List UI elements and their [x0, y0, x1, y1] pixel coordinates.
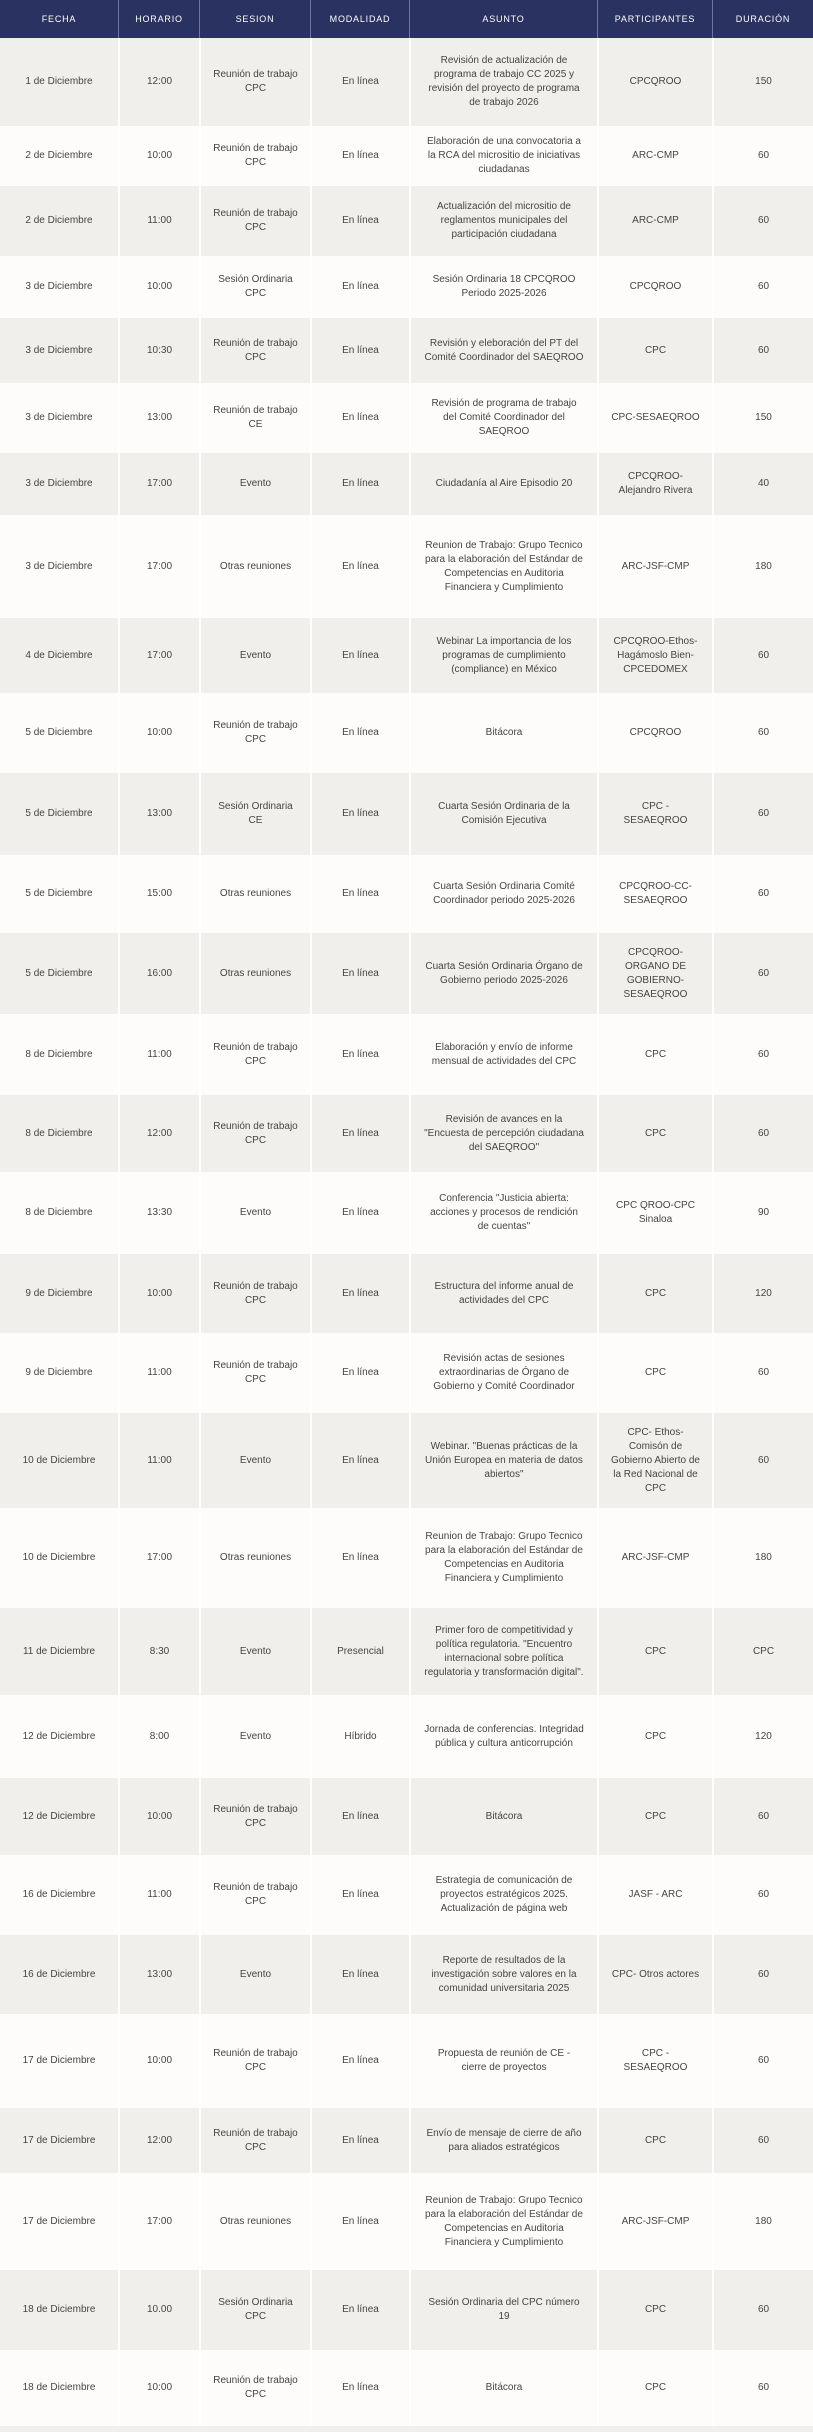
cell-fecha: 3 de Diciembre	[0, 515, 118, 618]
cell-duracion: 60	[712, 1095, 813, 1172]
cell-modalidad: En línea	[310, 855, 409, 933]
cell-sesion: Reunión de trabajo CPC	[199, 1333, 310, 1413]
cell-duracion: 60	[712, 2350, 813, 2426]
cell-sesion: Reunión de trabajo CPC	[199, 1095, 310, 1172]
cell-asunto: Sesión Ordinaria del CPC número 19	[409, 2270, 597, 2350]
cell-horario: 11:00	[118, 1014, 199, 1095]
table-row	[0, 2350, 813, 2426]
column-header-modalidad: MODALIDAD	[310, 0, 409, 38]
cell-modalidad: En línea	[310, 453, 409, 515]
cell-horario: 8:30	[118, 1608, 199, 1695]
cell-asunto: Ciudadanía al Aire Episodio 20	[409, 453, 597, 515]
table-row	[0, 1855, 813, 1935]
cell-asunto: Bitácora	[409, 1778, 597, 1855]
cell-modalidad: En línea	[310, 618, 409, 693]
cell-modalidad: En línea	[310, 126, 409, 186]
cell-asunto: Propuesta de reunión de CE - cierre de proyectos	[409, 2014, 597, 2108]
cell-modalidad: Híbrido	[310, 1695, 409, 1778]
cell-fecha: 3 de Diciembre	[0, 256, 118, 318]
table-row	[0, 383, 813, 453]
cell-fecha: 12 de Diciembre	[0, 1695, 118, 1778]
cell-horario: 17:00	[118, 618, 199, 693]
cell-sesion: Evento	[199, 1935, 310, 2014]
cell-participantes: CPC	[597, 1778, 712, 1855]
cell-modalidad: Presencial	[310, 1608, 409, 1695]
cell-participantes: CPC	[597, 1695, 712, 1778]
table-body	[0, 38, 813, 2426]
cell-sesion: Reunión de trabajo CPC	[199, 126, 310, 186]
cell-sesion: Reunión de trabajo CPC	[199, 38, 310, 126]
cell-participantes: ARC-JSF-CMP	[597, 2173, 712, 2270]
cell-asunto: Bitácora	[409, 2350, 597, 2426]
table-row	[0, 2014, 813, 2108]
cell-sesion: Evento	[199, 1413, 310, 1508]
cell-participantes: JASF - ARC	[597, 1855, 712, 1935]
cell-sesion: Reunión de trabajo CPC	[199, 318, 310, 383]
cell-horario: 10:00	[118, 693, 199, 773]
cell-fecha: 11 de Diciembre	[0, 1608, 118, 1695]
cell-duracion: 180	[712, 515, 813, 618]
table-row	[0, 1695, 813, 1778]
cell-asunto: Cuarta Sesión Ordinaria Órgano de Gobierno periodo 2025-2026	[409, 933, 597, 1014]
cell-asunto: Reunion de Trabajo: Grupo Tecnico para la elaboración del Estándar de Competencias en Auditoria Financiera y Cumplimiento	[409, 1508, 597, 1608]
column-header-asunto: ASUNTO	[409, 0, 597, 38]
cell-participantes: CPCQROO	[597, 38, 712, 126]
cell-asunto: Cuarta Sesión Ordinaria de la Comisión Ejecutiva	[409, 773, 597, 855]
cell-horario: 12:00	[118, 2108, 199, 2173]
cell-fecha: 17 de Diciembre	[0, 2108, 118, 2173]
table-row	[0, 2108, 813, 2173]
cell-participantes: CPC	[597, 1095, 712, 1172]
cell-horario: 10.00	[118, 2270, 199, 2350]
table-row	[0, 933, 813, 1014]
cell-duracion: 60	[712, 2108, 813, 2173]
cell-asunto: Elaboración de una convocatoria a la RCA del micrositio de iniciativas ciudadanas	[409, 126, 597, 186]
cell-sesion: Otras reuniones	[199, 855, 310, 933]
cell-duracion: 60	[712, 1778, 813, 1855]
cell-asunto: Estrategia de comunicación de proyectos estratégicos 2025. Actualización de página web	[409, 1855, 597, 1935]
table-row	[0, 773, 813, 855]
cell-sesion: Otras reuniones	[199, 1508, 310, 1608]
cell-fecha: 16 de Diciembre	[0, 1935, 118, 2014]
cell-sesion: Otras reuniones	[199, 933, 310, 1014]
cell-asunto: Bitácora	[409, 693, 597, 773]
cell-sesion: Otras reuniones	[199, 515, 310, 618]
cell-participantes: CPCQROO-CC-SESAEQROO	[597, 855, 712, 933]
cell-duracion: 120	[712, 1254, 813, 1333]
cell-participantes: ARC-CMP	[597, 186, 712, 256]
column-header-fecha: FECHA	[0, 0, 118, 38]
table-row	[0, 1935, 813, 2014]
cell-asunto: Revisión y eleboración del PT del Comité Coordinador del SAEQROO	[409, 318, 597, 383]
cell-sesion: Evento	[199, 1608, 310, 1695]
cell-horario: 13:00	[118, 383, 199, 453]
cell-asunto: Cuarta Sesión Ordinaria Comité Coordinador periodo 2025-2026	[409, 855, 597, 933]
table-row	[0, 1608, 813, 1695]
cell-participantes: CPC	[597, 1608, 712, 1695]
cell-fecha: 3 de Diciembre	[0, 453, 118, 515]
cell-modalidad: En línea	[310, 2350, 409, 2426]
cell-asunto: Revisión de programa de trabajo del Comité Coordinador del SAEQROO	[409, 383, 597, 453]
cell-horario: 17:00	[118, 453, 199, 515]
table-row	[0, 1333, 813, 1413]
cell-participantes: CPC	[597, 1254, 712, 1333]
cell-horario: 12:00	[118, 38, 199, 126]
cell-participantes: CPC	[597, 318, 712, 383]
cell-asunto: Elaboración y envío de informe mensual de actividades del CPC	[409, 1014, 597, 1095]
cell-modalidad: En línea	[310, 1508, 409, 1608]
cell-modalidad: En línea	[310, 2014, 409, 2108]
table-row	[0, 38, 813, 126]
cell-participantes: CPC	[597, 2270, 712, 2350]
cell-duracion: 60	[712, 855, 813, 933]
table-row	[0, 693, 813, 773]
cell-fecha: 18 de Diciembre	[0, 2270, 118, 2350]
cell-modalidad: En línea	[310, 1014, 409, 1095]
cell-participantes: CPCQROO	[597, 693, 712, 773]
cell-fecha: 8 de Diciembre	[0, 1095, 118, 1172]
cell-asunto: Estructura del informe anual de actividades del CPC	[409, 1254, 597, 1333]
cell-participantes: CPC	[597, 2108, 712, 2173]
cell-asunto: Envío de mensaje de cierre de año para aliados estratégicos	[409, 2108, 597, 2173]
cell-fecha: 2 de Diciembre	[0, 126, 118, 186]
cell-duracion: CPC	[712, 1608, 813, 1695]
cell-fecha: 16 de Diciembre	[0, 1855, 118, 1935]
cell-participantes: ARC-JSF-CMP	[597, 515, 712, 618]
cell-fecha: 8 de Diciembre	[0, 1172, 118, 1254]
cell-sesion: Reunión de trabajo CPC	[199, 1778, 310, 1855]
table-row	[0, 618, 813, 693]
cell-modalidad: En línea	[310, 1095, 409, 1172]
cell-duracion: 60	[712, 1413, 813, 1508]
cell-participantes: ARC-CMP	[597, 126, 712, 186]
cell-sesion: Reunión de trabajo CPC	[199, 2350, 310, 2426]
cell-participantes: CPC - SESAEQROO	[597, 773, 712, 855]
cell-horario: 11:00	[118, 1413, 199, 1508]
cell-fecha: 17 de Diciembre	[0, 2173, 118, 2270]
cell-asunto: Webinar La importancia de los programas de cumplimiento (compliance) en México	[409, 618, 597, 693]
cell-modalidad: En línea	[310, 38, 409, 126]
cell-duracion: 60	[712, 318, 813, 383]
cell-sesion: Reunión de trabajo CE	[199, 383, 310, 453]
cell-sesion: Otras reuniones	[199, 2173, 310, 2270]
cell-horario: 12:00	[118, 1095, 199, 1172]
cell-fecha: 8 de Diciembre	[0, 1014, 118, 1095]
cell-fecha: 5 de Diciembre	[0, 933, 118, 1014]
cell-duracion: 120	[712, 1695, 813, 1778]
cell-fecha: 3 de Diciembre	[0, 318, 118, 383]
cell-sesion: Reunión de trabajo CPC	[199, 2014, 310, 2108]
cell-horario: 10:00	[118, 126, 199, 186]
cell-modalidad: En línea	[310, 1778, 409, 1855]
cell-fecha: 18 de Diciembre	[0, 2350, 118, 2426]
cell-duracion: 90	[712, 1172, 813, 1254]
cell-duracion: 150	[712, 38, 813, 126]
table-row	[0, 1014, 813, 1095]
cell-horario: 17:00	[118, 2173, 199, 2270]
cell-sesion: Sesión Ordinaria CPC	[199, 256, 310, 318]
cell-duracion: 40	[712, 453, 813, 515]
cell-horario: 10:30	[118, 318, 199, 383]
cell-asunto: Reunion de Trabajo: Grupo Tecnico para la elaboración del Estándar de Competencias en Auditoria Financiera y Cumplimiento	[409, 515, 597, 618]
cell-modalidad: En línea	[310, 383, 409, 453]
cell-sesion: Evento	[199, 1695, 310, 1778]
table-row	[0, 1413, 813, 1508]
table-row	[0, 1172, 813, 1254]
cell-horario: 10:00	[118, 2014, 199, 2108]
cell-participantes: CPC QROO-CPC Sinaloa	[597, 1172, 712, 1254]
cell-duracion: 60	[712, 1333, 813, 1413]
table-row	[0, 855, 813, 933]
table-row	[0, 453, 813, 515]
cell-sesion: Evento	[199, 453, 310, 515]
table-row	[0, 186, 813, 256]
cell-horario: 8:00	[118, 1695, 199, 1778]
table-row	[0, 1778, 813, 1855]
cell-asunto: Revisión de actualización de programa de trabajo CC 2025 y revisión del proyecto de programa de trabajo 2026	[409, 38, 597, 126]
cell-modalidad: En línea	[310, 1855, 409, 1935]
cell-participantes: ARC-JSF-CMP	[597, 1508, 712, 1608]
cell-horario: 11:00	[118, 1333, 199, 1413]
table-row	[0, 126, 813, 186]
cell-modalidad: En línea	[310, 1935, 409, 2014]
cell-duracion: 60	[712, 773, 813, 855]
cell-fecha: 5 de Diciembre	[0, 855, 118, 933]
cell-modalidad: En línea	[310, 318, 409, 383]
cell-fecha: 17 de Diciembre	[0, 2014, 118, 2108]
cell-horario: 17:00	[118, 1508, 199, 1608]
cell-sesion: Reunión de trabajo CPC	[199, 693, 310, 773]
cell-participantes: CPC	[597, 2350, 712, 2426]
cell-fecha: 10 de Diciembre	[0, 1508, 118, 1608]
cell-fecha: 9 de Diciembre	[0, 1333, 118, 1413]
cell-horario: 13:30	[118, 1172, 199, 1254]
cell-horario: 10:00	[118, 256, 199, 318]
cell-sesion: Evento	[199, 618, 310, 693]
cell-fecha: 4 de Diciembre	[0, 618, 118, 693]
cell-modalidad: En línea	[310, 2173, 409, 2270]
cell-modalidad: En línea	[310, 1254, 409, 1333]
table-row	[0, 1508, 813, 1608]
column-header-duracion: DURACIÓN	[712, 0, 813, 38]
header-row	[0, 0, 813, 38]
cell-horario: 17:00	[118, 515, 199, 618]
cell-horario: 11:00	[118, 186, 199, 256]
cell-participantes: CPC-SESAEQROO	[597, 383, 712, 453]
cell-fecha: 9 de Diciembre	[0, 1254, 118, 1333]
cell-horario: 13:00	[118, 1935, 199, 2014]
cell-duracion: 60	[712, 618, 813, 693]
cell-modalidad: En línea	[310, 2108, 409, 2173]
table-row	[0, 1095, 813, 1172]
cell-sesion: Sesión Ordinaria CE	[199, 773, 310, 855]
cell-fecha: 1 de Diciembre	[0, 38, 118, 126]
cell-sesion: Reunión de trabajo CPC	[199, 1254, 310, 1333]
cell-asunto: Conferencia "Justicia abierta: acciones y procesos de rendición de cuentas"	[409, 1172, 597, 1254]
cell-modalidad: En línea	[310, 773, 409, 855]
cell-sesion: Sesión Ordinaria CPC	[199, 2270, 310, 2350]
cell-modalidad: En línea	[310, 933, 409, 1014]
cell-duracion: 60	[712, 186, 813, 256]
cell-sesion: Evento	[199, 1172, 310, 1254]
column-header-horario: HORARIO	[118, 0, 199, 38]
cell-asunto: Revisión de avances en la "Encuesta de percepción ciudadana del SAEQROO"	[409, 1095, 597, 1172]
cell-horario: 10:00	[118, 1778, 199, 1855]
cell-participantes: CPC- Otros actores	[597, 1935, 712, 2014]
cell-modalidad: En línea	[310, 1172, 409, 1254]
cell-modalidad: En línea	[310, 1333, 409, 1413]
cell-asunto: Primer foro de competitividad y política regulatoria. "Encuentro internacional sobre política regulatoria y transformación digital".	[409, 1608, 597, 1695]
cell-asunto: Actualización del micrositio de reglamentos municipales del participación ciudadana	[409, 186, 597, 256]
cell-participantes: CPC	[597, 1333, 712, 1413]
cell-horario: 13:00	[118, 773, 199, 855]
cell-duracion: 180	[712, 2173, 813, 2270]
cell-fecha: 2 de Diciembre	[0, 186, 118, 256]
cell-fecha: 5 de Diciembre	[0, 693, 118, 773]
cell-duracion: 60	[712, 2270, 813, 2350]
cell-sesion: Reunión de trabajo CPC	[199, 1855, 310, 1935]
cell-sesion: Reunión de trabajo CPC	[199, 1014, 310, 1095]
cell-modalidad: En línea	[310, 1413, 409, 1508]
cell-fecha: 12 de Diciembre	[0, 1778, 118, 1855]
cell-duracion: 60	[712, 126, 813, 186]
cell-modalidad: En línea	[310, 515, 409, 618]
cell-duracion: 150	[712, 383, 813, 453]
cell-asunto: Reporte de resultados de la investigación sobre valores en la comunidad universitaria 2025	[409, 1935, 597, 2014]
partial-next-row	[0, 2426, 813, 2432]
cell-participantes: CPCQROO	[597, 256, 712, 318]
cell-duracion: 180	[712, 1508, 813, 1608]
cell-participantes: CPC- Ethos-Comisón de Gobierno Abierto de la Red Nacional de CPC	[597, 1413, 712, 1508]
column-header-sesion: SESION	[199, 0, 310, 38]
cell-participantes: CPCQROO-Ethos-Hagámoslo Bien-CPCEDOMEX	[597, 618, 712, 693]
cell-asunto: Reunion de Trabajo: Grupo Tecnico para la elaboración del Estándar de Competencias en Auditoria Financiera y Cumplimiento	[409, 2173, 597, 2270]
table-row	[0, 2270, 813, 2350]
cell-asunto: Revisión actas de sesiones extraordinarias de Órgano de Gobierno y Comité Coordinador	[409, 1333, 597, 1413]
table-row	[0, 1254, 813, 1333]
cell-asunto: Sesión Ordinaria 18 CPCQROO Periodo 2025-2026	[409, 256, 597, 318]
cell-modalidad: En línea	[310, 256, 409, 318]
cell-sesion: Reunión de trabajo CPC	[199, 186, 310, 256]
cell-duracion: 60	[712, 693, 813, 773]
cell-participantes: CPC	[597, 1014, 712, 1095]
cell-modalidad: En línea	[310, 186, 409, 256]
cell-asunto: Webinar. "Buenas prácticas de la Unión Europea en materia de datos abiertos"	[409, 1413, 597, 1508]
table-row	[0, 2173, 813, 2270]
cell-modalidad: En línea	[310, 693, 409, 773]
cell-sesion: Reunión de trabajo CPC	[199, 2108, 310, 2173]
cell-horario: 10:00	[118, 1254, 199, 1333]
cell-fecha: 10 de Diciembre	[0, 1413, 118, 1508]
table-row	[0, 318, 813, 383]
cell-duracion: 60	[712, 1014, 813, 1095]
cell-horario: 11:00	[118, 1855, 199, 1935]
cell-duracion: 60	[712, 1935, 813, 2014]
cell-duracion: 60	[712, 2014, 813, 2108]
cell-asunto: Jornada de conferencias. Integridad pública y cultura anticorrupción	[409, 1695, 597, 1778]
cell-duracion: 60	[712, 1855, 813, 1935]
cell-participantes: CPCQROO-Alejandro Rivera	[597, 453, 712, 515]
cell-duracion: 60	[712, 256, 813, 318]
cell-horario: 10:00	[118, 2350, 199, 2426]
cell-horario: 15:00	[118, 855, 199, 933]
cell-participantes: CPC - SESAEQROO	[597, 2014, 712, 2108]
cell-modalidad: En línea	[310, 2270, 409, 2350]
cell-participantes: CPCQROO-ORGANO DE GOBIERNO-SESAEQROO	[597, 933, 712, 1014]
cell-fecha: 5 de Diciembre	[0, 773, 118, 855]
table-row	[0, 515, 813, 618]
column-header-participantes: PARTICIPANTES	[597, 0, 712, 38]
table-row	[0, 256, 813, 318]
cell-horario: 16:00	[118, 933, 199, 1014]
cell-fecha: 3 de Diciembre	[0, 383, 118, 453]
cell-duracion: 60	[712, 933, 813, 1014]
